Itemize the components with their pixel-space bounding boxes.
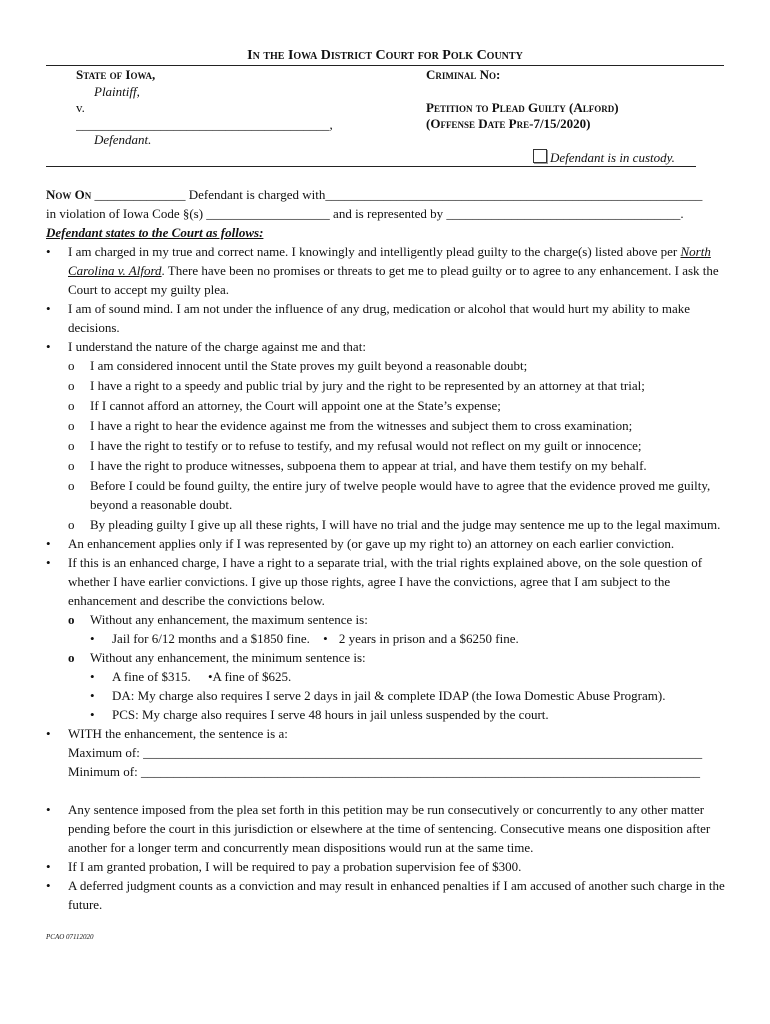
sound-mind-text: I am of sound mind. I am not under the influence of any drug, medication or alcohol that would hurt my ability to make decisions. [68, 301, 691, 335]
bullet-icon: • [46, 244, 51, 259]
bullet-with-enhancement [46, 724, 728, 743]
sub-bullet-icon: o [68, 418, 75, 433]
form-code: PCAO 07112020 [46, 933, 94, 941]
header-bottom-rule [46, 166, 696, 167]
enhanced-charge-text: If this is an enhanced charge, I have a right to a separate trial, with the trial rights explained above, on the sole question of whether I have earlier convictions. I give up those rights, agree I have the convictions, agree that I am subject to the enhancement and describe the convictions below. [68, 555, 703, 608]
understand-text: I understand the nature of the charge against me and that: [68, 339, 366, 354]
sub-bullet-icon: o [68, 517, 75, 532]
header-top-rule [46, 65, 724, 66]
bullet-charged [46, 242, 728, 299]
pcs-item [46, 705, 728, 724]
max-option-b: 2 years in prison and a $6250 fine. [338, 631, 519, 646]
offense-date: (Offense Date Pre-7/15/2020) [426, 116, 591, 131]
bullet-icon: • [46, 878, 51, 893]
sub-bullet-icon: o [68, 358, 75, 373]
right-text: I have the right to testify or to refuse to testify, and my refusal would not reflect on my guilt or innocence; [90, 438, 642, 453]
petition-title: Petition to Plead Guilty (Alford) [426, 100, 619, 115]
bullet-deferred [46, 876, 728, 914]
bullet-icon: • [46, 301, 51, 316]
custody-label: Defendant is in custody. [550, 150, 675, 165]
bullet-sound-mind [46, 299, 728, 337]
min-option-b: A fine of $625. [212, 669, 292, 684]
da-text: DA: My charge also requires I serve 2 days in jail & complete IDAP (the Iowa Domestic Abuse Program). [112, 688, 666, 703]
sub-bullet-icon: o [68, 478, 75, 493]
bullet-icon: • [46, 536, 51, 551]
right-text: I have a right to hear the evidence against me from the witnesses and subject them to cross examination; [90, 418, 633, 433]
bullet-icon: • [46, 555, 51, 570]
sub-bullet-icon: o [68, 398, 75, 413]
sub-bullet-icon: o [68, 650, 75, 665]
criminal-no-label: Criminal No: [426, 67, 501, 82]
bullet-icon: • [46, 859, 51, 874]
right-item [46, 356, 728, 375]
bullet-understand [46, 337, 728, 356]
right-item [46, 376, 728, 395]
right-item [46, 515, 728, 534]
bullet-icon: • [207, 669, 213, 684]
charged-text-pre: I am charged in my true and correct name. I knowingly and intelligently plead guilty to the charge(s) listed above per [68, 244, 681, 259]
bullet-icon: • [90, 688, 95, 703]
min-heading-text: Without any enhancement, the minimum sentence is: [90, 650, 366, 665]
da-item [46, 686, 728, 705]
custody-checkbox-row[interactable] [533, 149, 675, 166]
max-option-a: Jail for 6/12 months and a $1850 fine. [112, 631, 310, 646]
bullet-icon: • [90, 669, 95, 684]
bullet-icon: • [46, 339, 51, 354]
maximum-line[interactable]: Maximum of: ______________________________________________________________________________________ [68, 745, 703, 760]
max-heading-text: Without any enhancement, the maximum sentence is: [90, 612, 368, 627]
versus-label: v. [76, 100, 85, 115]
right-text: I have the right to produce witnesses, subpoena them to appear at trial, and have them testify on my behalf. [90, 458, 647, 473]
bullet-enhanced-charge [46, 553, 728, 610]
custody-checkbox[interactable] [533, 149, 547, 163]
right-item [46, 416, 728, 435]
max-sentence-heading [46, 610, 728, 629]
defendant-role: Defendant. [94, 132, 152, 147]
plaintiff-role: Plaintiff, [94, 84, 140, 99]
right-text: Before I could be found guilty, the entire jury of twelve people would have to agree that the evidence proved me guilty, beyond a reasonable doubt. [90, 478, 711, 512]
probation-text: If I am granted probation, I will be required to pay a probation supervision fee of $300. [68, 859, 522, 874]
deferred-text: A deferred judgment counts as a conviction and may result in enhanced penalties if I am accused of another such charge in the future. [68, 878, 725, 912]
sub-bullet-icon: o [68, 458, 75, 473]
case-name: North Carolina v. Alford [68, 244, 711, 278]
right-text: If I cannot afford an attorney, the Court will appoint one at the State’s expense; [90, 398, 501, 413]
minimum-line[interactable]: Minimum of: ______________________________________________________________________________________ [68, 764, 700, 779]
plaintiff-name: State of Iowa, [76, 67, 156, 82]
with-enhancement-text: WITH the enhancement, the sentence is a: [68, 726, 288, 741]
right-item [46, 436, 728, 455]
right-item [46, 476, 728, 514]
petition-body [46, 185, 728, 914]
max-sentence-options [46, 629, 728, 648]
sub-bullet-icon: o [68, 378, 75, 393]
court-title: In the Iowa District Court for Polk County [247, 48, 523, 63]
charged-text-post: . There have been no promises or threats to get me to plead guilty or to agree to any enhancement. I ask the Court to accept my guilty plea. [68, 263, 719, 297]
bullet-consecutive [46, 800, 728, 857]
min-sentence-options [46, 667, 728, 686]
states-heading: Defendant states to the Court as follows: [46, 225, 264, 240]
code-line[interactable]: in violation of Iowa Code §(s) ___________________ and is represented by ____________________________________. [46, 206, 684, 221]
right-text: I am considered innocent until the State proves my guilt beyond a reasonable doubt; [90, 358, 528, 373]
sub-bullet-icon: o [68, 438, 75, 453]
sub-bullet-icon: o [68, 612, 75, 627]
min-sentence-heading [46, 648, 728, 667]
bullet-icon: • [46, 726, 51, 741]
right-item [46, 456, 728, 475]
bullet-icon: • [323, 631, 328, 646]
min-option-a: A fine of $315. [112, 669, 191, 684]
bullet-icon: • [90, 631, 95, 646]
bullet-probation [46, 857, 728, 876]
bullet-icon: • [46, 802, 51, 817]
charge-blank-line[interactable]: ______________ Defendant is charged with__________________________________________________________ [91, 187, 703, 202]
right-text: By pleading guilty I give up all these rights, I will have no trial and the judge may sentence me up to the legal maximum. [90, 517, 721, 532]
right-item [46, 396, 728, 415]
now-on-label: Now On [46, 187, 92, 202]
consecutive-text: Any sentence imposed from the plea set forth in this petition may be run consecutively or concurrently to any other matter pending before the court in this jurisdiction or elsewhere at the time of sentencing. Consecutive means one disposition after another for a longer term and concurrently mean dispositions would run at the same time. [68, 802, 711, 855]
charge-line [46, 185, 728, 204]
right-text: I have a right to a speedy and public trial by jury and the right to be represented by an attorney at that trial; [90, 378, 645, 393]
defendant-name-line[interactable]: _______________________________________, [76, 117, 333, 132]
enhancement-applies-text: An enhancement applies only if I was represented by (or gave up my right to) an attorney on each earlier conviction. [68, 536, 675, 551]
pcs-text: PCS: My charge also requires I serve 48 hours in jail unless suspended by the court. [112, 707, 549, 722]
bullet-icon: • [90, 707, 95, 722]
bullet-enhancement-applies [46, 534, 728, 553]
